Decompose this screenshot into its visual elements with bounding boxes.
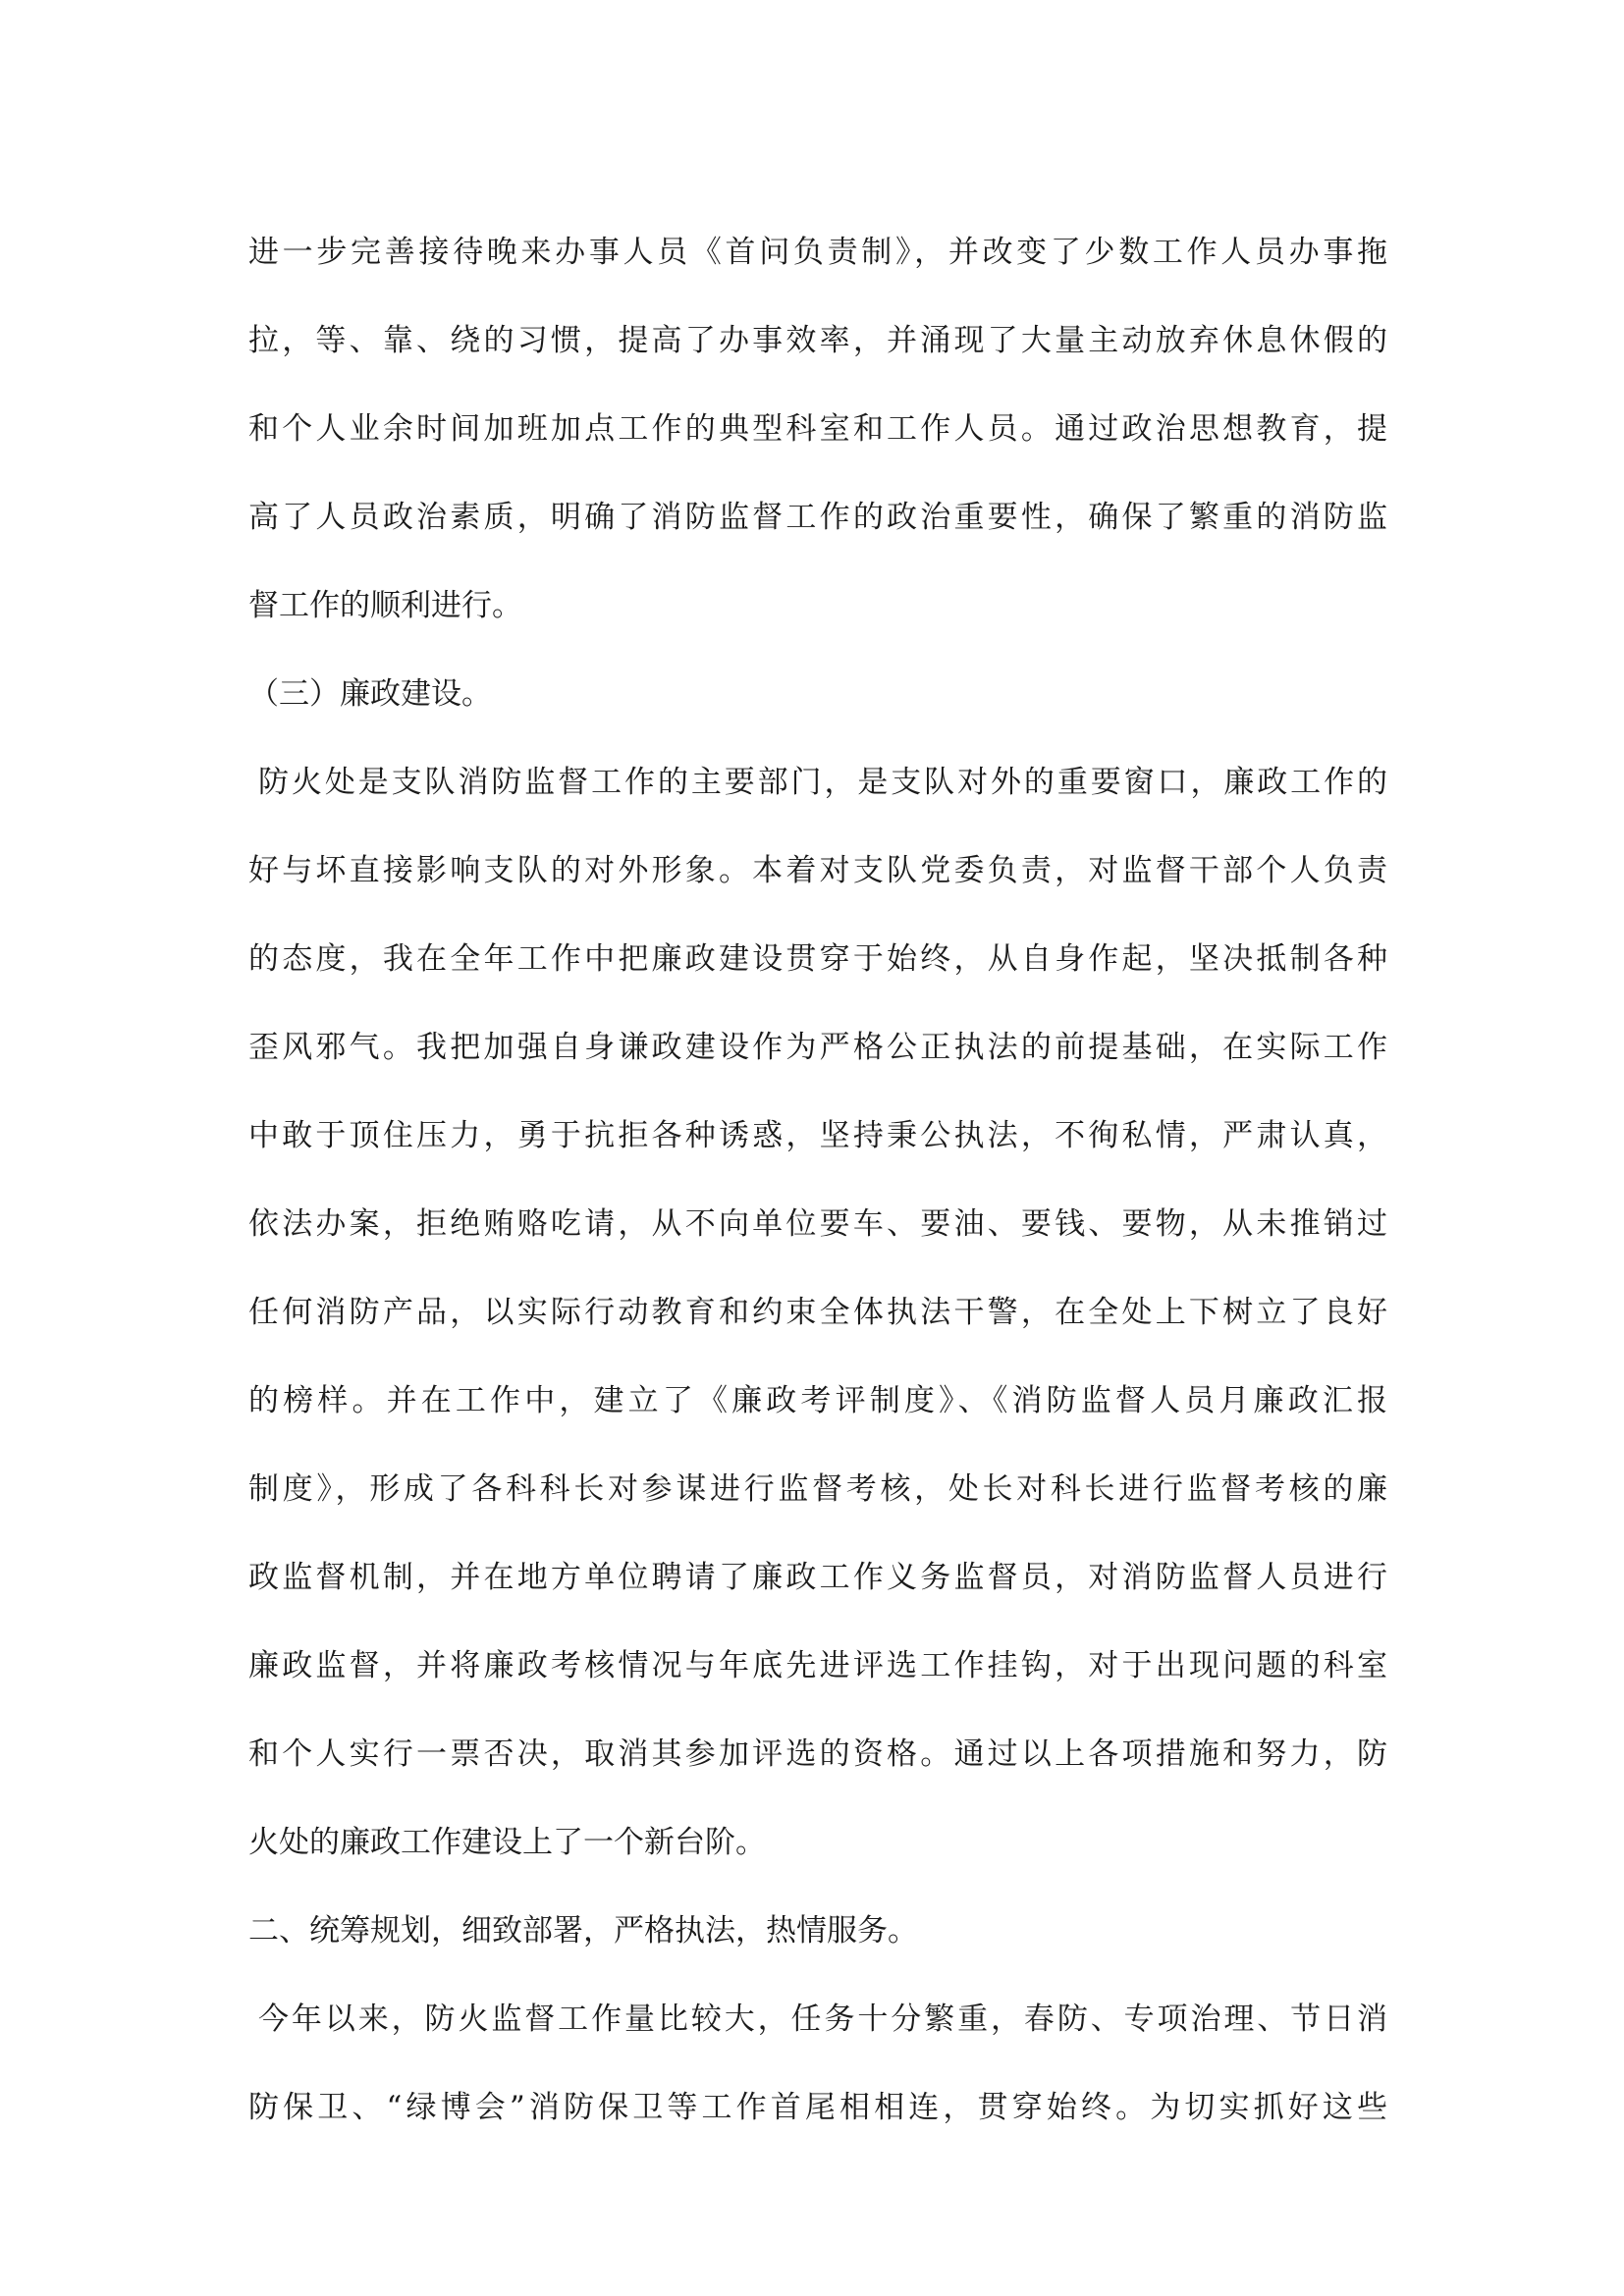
body-line: 高了人员政治素质，明确了消防监督工作的政治重要性，确保了繁重的消防监 bbox=[248, 500, 1387, 535]
body-line: 任何消防产品，以实际行动教育和约束全体执法干警，在全处上下树立了良好 bbox=[248, 1295, 1387, 1330]
document-body bbox=[248, 208, 1387, 2152]
body-line: 廉政监督，并将廉政考核情况与年底先进评选工作挂钩，对于出现问题的科室 bbox=[248, 1648, 1387, 1683]
body-line: 和个人实行一票否决，取消其参加评选的资格。通过以上各项措施和努力，防 bbox=[248, 1736, 1387, 1772]
section-heading: 二、统筹规划，细致部署，严格执法，热情服务。 bbox=[248, 1913, 918, 1949]
body-line: 中敢于顶住压力，勇于抗拒各种诱惑，坚持秉公执法，不徇私情，严肃认真， bbox=[248, 1118, 1387, 1153]
body-line: 制度》，形成了各科科长对参谋进行监督考核，处长对科长进行监督考核的廉 bbox=[248, 1471, 1387, 1507]
body-line: 和个人业余时间加班加点工作的典型科室和工作人员。通过政治思想教育，提 bbox=[248, 411, 1387, 447]
body-line: 防火处是支队消防监督工作的主要部门，是支队对外的重要窗口，廉政工作的 bbox=[258, 765, 1387, 800]
body-line: 的态度，我在全年工作中把廉政建设贯穿于始终，从自身作起，坚决抵制各种 bbox=[248, 941, 1387, 977]
body-line: 今年以来，防火监督工作量比较大，任务十分繁重，春防、专项治理、节日消 bbox=[258, 2002, 1387, 2037]
body-line: 火处的廉政工作建设上了一个新台阶。 bbox=[248, 1825, 766, 1860]
body-line: 进一步完善接待晚来办事人员《首问负责制》，并改变了少数工作人员办事拖 bbox=[248, 235, 1387, 270]
body-line: 依法办案，拒绝贿赂吃请，从不向单位要车、要油、要钱、要物，从未推销过 bbox=[248, 1206, 1387, 1242]
section-heading: （三）廉政建设。 bbox=[248, 676, 492, 712]
body-line: 防保卫、“绿博会”消防保卫等工作首尾相相连，贯穿始终。为切实抓好这些 bbox=[248, 2090, 1387, 2125]
body-line: 歪风邪气。我把加强自身谦政建设作为严格公正执法的前提基础，在实际工作 bbox=[248, 1030, 1387, 1065]
body-line: 好与坏直接影响支队的对外形象。本着对支队党委负责，对监督干部个人负责 bbox=[248, 853, 1387, 888]
body-line: 督工作的顺利进行。 bbox=[248, 588, 522, 623]
body-line: 政监督机制，并在地方单位聘请了廉政工作义务监督员，对消防监督人员进行 bbox=[248, 1560, 1387, 1595]
body-line: 拉，等、靠、绕的习惯，提高了办事效率，并涌现了大量主动放弃休息休假的 bbox=[248, 323, 1387, 358]
body-line: 的榜样。并在工作中，建立了《廉政考评制度》、《消防监督人员月廉政汇报 bbox=[248, 1383, 1387, 1418]
